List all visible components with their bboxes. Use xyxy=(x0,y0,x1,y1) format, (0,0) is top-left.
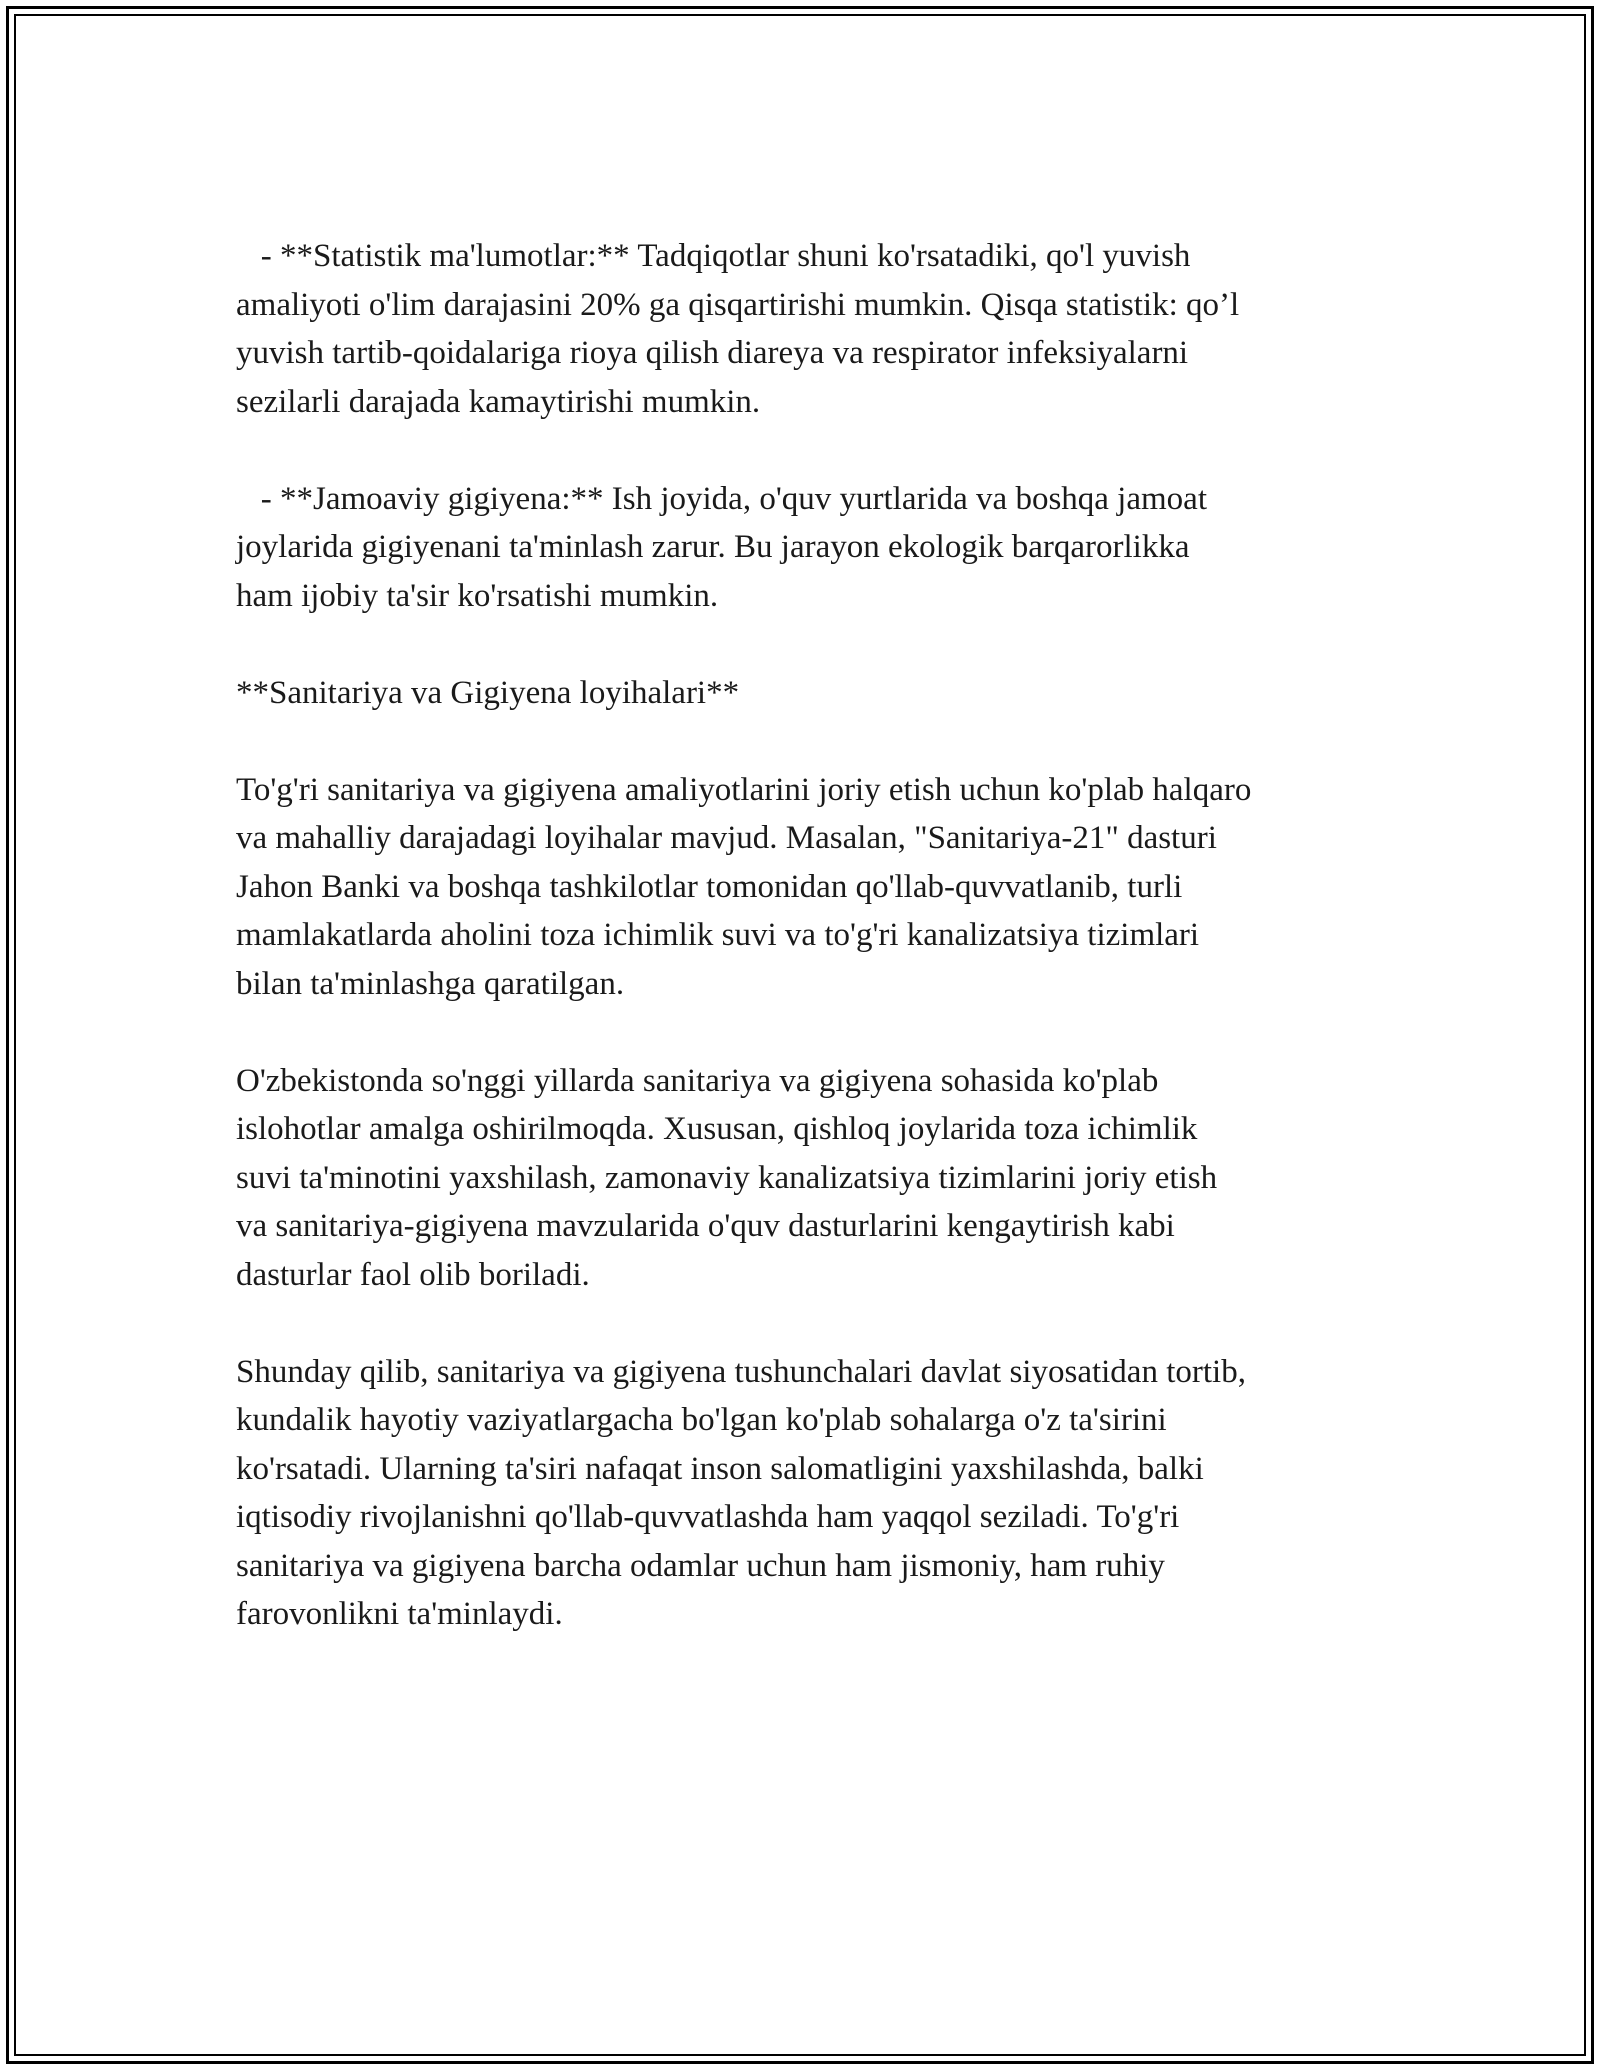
section-heading: **Sanitariya va Gigiyena loyihalari** xyxy=(236,674,740,711)
document-body xyxy=(236,232,1396,1639)
paragraph-statistics: - **Statistik ma'lumotlar:** Tadqiqotlar shuni ko'rsatadiki, qo'l yuvish amaliyoti o'lim darajasini 20% ga qisqartirishi mumkin. Qisqa statistik: qo’l yuvish tartib-qoidalariga rioya qilish diareya va respirator infeksiyalarni sezilarli darajada kamaytirishi mumkin. xyxy=(236,238,1240,420)
paragraph-collective-hygiene: - **Jamoaviy gigiyena:** Ish joyida, o'quv yurtlarida va boshqa jamoat joylarida gigiyenani ta'minlash zarur. Bu jarayon ekologik barqarorlikka ham ijobiy ta'sir ko'rsatishi mumkin. xyxy=(236,480,1207,614)
paragraph-conclusion: Shunday qilib, sanitariya va gigiyena tushunchalari davlat siyosatidan tortib, kundalik hayotiy vaziyatlargacha bo'lgan ko'plab sohalarga o'z ta'sirini ko'rsatadi. Ularning ta'siri nafaqat inson salomatligini yaxshilashda, balki iqtisodiy rivojlanishni qo'llab-quvvatlashda ham yaqqol seziladi. To'g'ri sanitariya va gigiyena barcha odamlar uchun ham jismoniy, ham ruhiy farovonlikni ta'minlaydi. xyxy=(236,1353,1246,1632)
paragraph-projects: To'g'ri sanitariya va gigiyena amaliyotlarini joriy etish uchun ko'plab halqaro va mahalliy darajadagi loyihalar mavjud. Masalan, "Sanitariya-21" dasturi Jahon Banki va boshqa tashkilotlar tomonidan qo'llab-quvvatlanib, turli mamlakatlarda aholini toza ichimlik suvi va to'g'ri kanalizatsiya tizimlari bilan ta'minlashga qaratilgan. xyxy=(236,771,1252,1002)
paragraph-uzbekistan: O'zbekistonda so'nggi yillarda sanitariya va gigiyena sohasida ko'plab islohotlar amalga oshirilmoqda. Xususan, qishloq joylarida toza ichimlik suvi ta'minotini yaxshilash, zamonaviy kanalizatsiya tizimlarini joriy etish va sanitariya-gigiyena mavzularida o'quv dasturlarini kengaytirish kabi dasturlar faol olib boriladi. xyxy=(236,1062,1218,1293)
